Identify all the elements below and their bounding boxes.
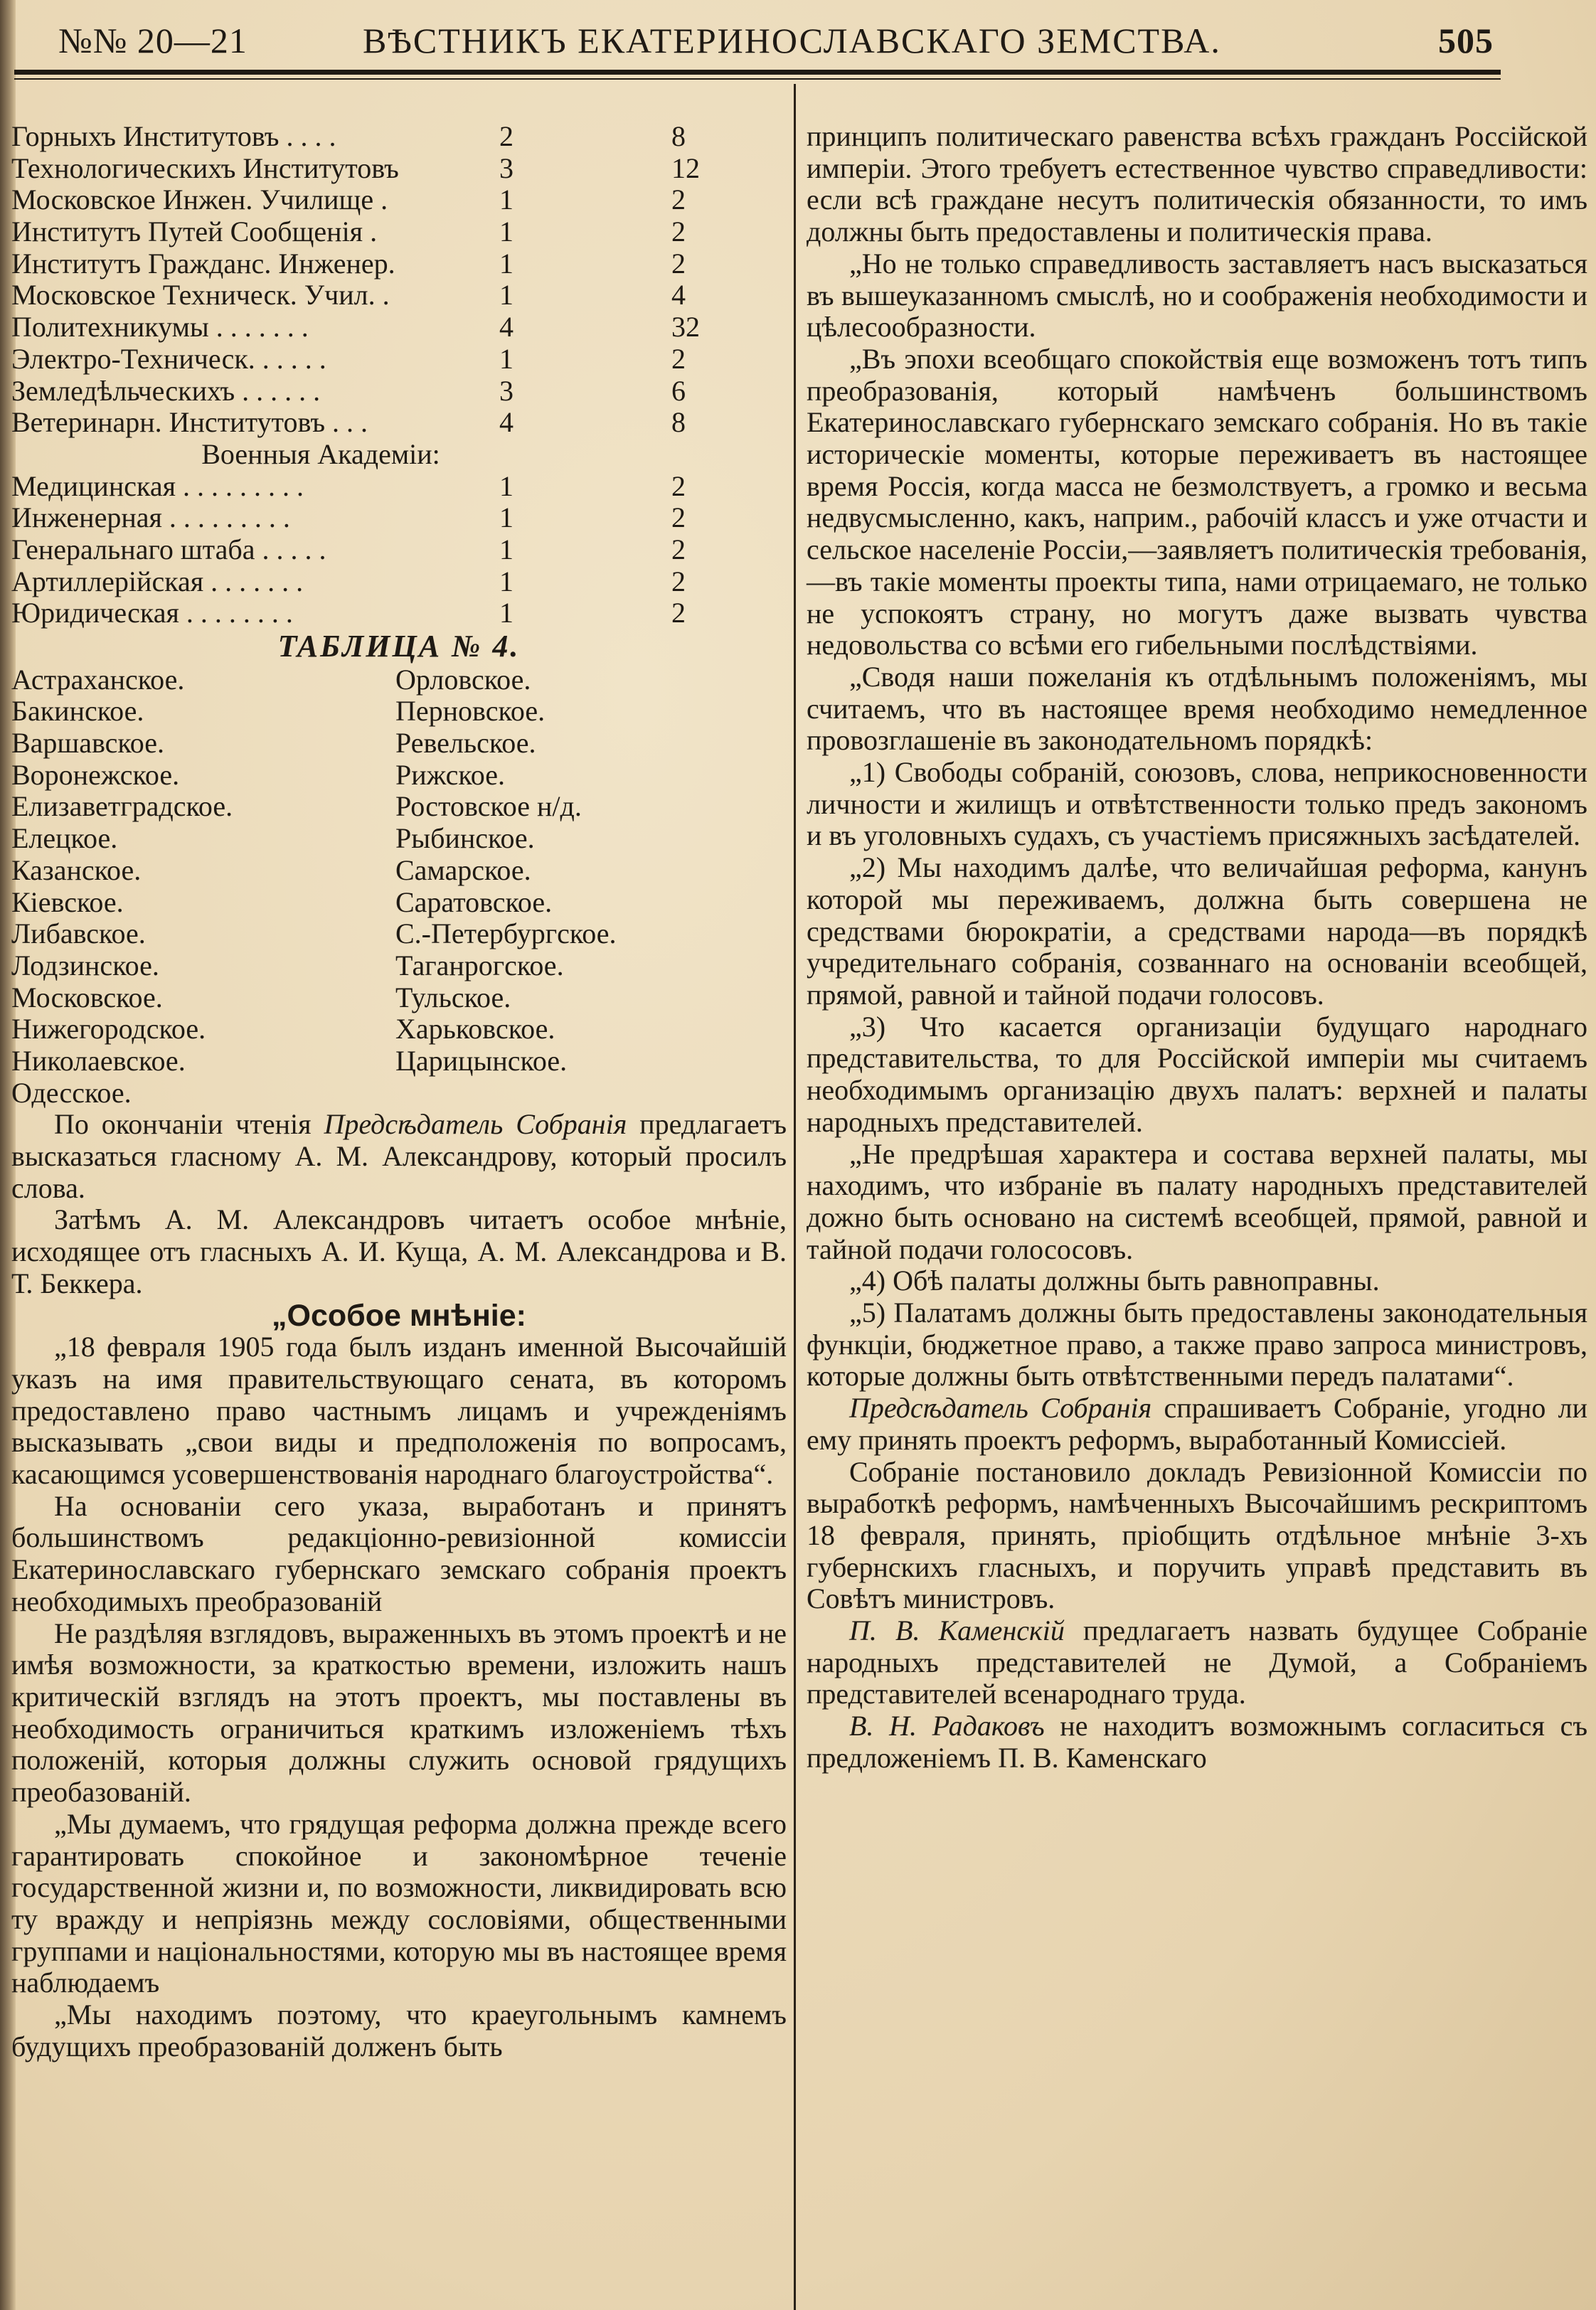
table-cell-b: 2 xyxy=(671,342,686,375)
paragraph: По окончаніи чтенія Предсѣдатель Собранія предлагаетъ высказаться гласному А. М. Александрову, который просилъ слова. xyxy=(11,1108,787,1204)
city-item: Одесское. xyxy=(11,1076,132,1109)
speaker-name: Предсѣдатель Собранія xyxy=(849,1392,1152,1425)
table-cell-name: Юридическая . . . . . . . . xyxy=(11,597,293,629)
table-row xyxy=(11,216,787,248)
table-row xyxy=(11,153,787,185)
city-item: Елецкое. xyxy=(11,822,118,855)
table-row xyxy=(11,566,787,598)
table-cell-name: Ветеринарн. Институтовъ . . . xyxy=(11,406,368,439)
city-item: Николаевское. xyxy=(11,1044,186,1077)
city-item: Харьковское. xyxy=(395,1013,555,1045)
table-cell-b: 2 xyxy=(671,597,686,629)
paragraph: „4) Обѣ палаты должны быть равноправны. xyxy=(849,1265,1380,1297)
table-cell-a: 1 xyxy=(499,533,514,565)
table-cell-a: 1 xyxy=(499,183,514,216)
table-cell-b: 2 xyxy=(671,565,686,597)
table-cell-b: 12 xyxy=(671,151,700,184)
city-item: Бакинское. xyxy=(11,695,144,728)
paragraph: принципъ политическаго равенства всѣхъ гражданъ Россійской имперіи. Этого требуетъ естественное чувство справедливости: если всѣ граждане несутъ политическія обязанности, то имъ должны быть предоставлены и политическія права. xyxy=(807,120,1587,248)
city-item: С.-Петербургское. xyxy=(395,917,617,950)
table-cell-a: 1 xyxy=(499,279,514,312)
table-row xyxy=(11,344,787,376)
header-rule-thin xyxy=(14,78,1501,80)
issue-number: №№ 20—21 xyxy=(58,21,248,60)
table-row xyxy=(11,312,787,344)
table-cell-a: 1 xyxy=(499,469,514,502)
city-item: Воронежское. xyxy=(11,758,180,791)
city-item: Елизаветградское. xyxy=(11,790,233,823)
city-item: Варшавское. xyxy=(11,727,165,760)
paragraph: Не раздѣляя взглядовъ, выраженныхъ въ этомъ проектѣ и не имѣя возможности, за краткостью времени, изложить нашъ критическій взглядъ на этотъ проектъ, мы поставлены въ необходимость ограничиться краткимъ изложеніемъ тѣхъ положеній, которыя должны служить основой грядущихъ преобазованій. xyxy=(11,1617,787,1809)
table-cell-a: 1 xyxy=(499,565,514,597)
table-cell-b: 2 xyxy=(671,501,686,534)
city-item: Либавское. xyxy=(11,917,146,950)
table-cell-b: 8 xyxy=(671,406,686,439)
table-row xyxy=(11,121,787,153)
right-column xyxy=(807,121,1587,1774)
table-row xyxy=(11,407,787,439)
city-item: Кіевское. xyxy=(11,885,124,918)
table-row xyxy=(11,471,787,503)
journal-title: ВѢСТНИКЪ ЕКАТЕРИНОСЛАВСКАГО ЗЕМСТВА. xyxy=(363,21,1221,60)
table-cell-b: 2 xyxy=(671,533,686,565)
table-row xyxy=(11,534,787,566)
table-row xyxy=(11,184,787,216)
table-row xyxy=(11,280,787,312)
paragraph: „18 февраля 1905 года былъ изданъ именной Высочайшій указъ на имя правительствующаго сената, въ которомъ предоставлено право частнымъ лицамъ и учрежденіямъ высказывать „свои виды и предположенія по вопросамъ, касающимся усовершенствованія народнаго благоустройства“. xyxy=(11,1331,787,1491)
military-academies-heading: Военныя Академіи: xyxy=(201,437,440,470)
table-cell-name: Генеральнаго штаба . . . . . xyxy=(11,533,326,565)
paragraph: П. В. Каменскій предлагаетъ назвать будущее Собраніе народныхъ представителей не Думой, а Собраніемъ представителей всенароднаго труда. xyxy=(807,1614,1587,1710)
paragraph: „Но не только справедливость заставляетъ насъ высказаться въ вышеуказанномъ смыслѣ, но и соображенія необходимости и цѣлесообразности. xyxy=(807,247,1587,344)
city-item: Ревельское. xyxy=(395,727,536,760)
table-cell-name: Политехникумы . . . . . . . xyxy=(11,311,309,344)
paragraph: „2) Мы находимъ далѣе, что величайшая реформа, канунъ которой мы переживаемъ, должна быть совершена не средствами бюрократіи, а средствами народа—въ порядкѣ учредительнаго собранія, созваннаго на основаніи всеобщей, прямой, равной и тайной подачи голосовъ. xyxy=(807,851,1587,1011)
city-item: Орловское. xyxy=(395,663,531,696)
table-cell-b: 8 xyxy=(671,120,686,152)
cities-column-1 xyxy=(11,664,395,1109)
city-item: Московское. xyxy=(11,981,163,1013)
city-item: Рижское. xyxy=(395,758,505,791)
table-cell-name: Московское Инжен. Училище . xyxy=(11,183,388,216)
city-item: Таганрогское. xyxy=(395,949,564,981)
table-cell-b: 2 xyxy=(671,183,686,216)
city-item: Лодзинское. xyxy=(11,949,159,981)
page-number: 505 xyxy=(1438,21,1494,60)
paragraph: Предсѣдатель Собранія спрашиваетъ Собраніе, угодно ли ему принять проектъ реформъ, выработанный Комиссіей. xyxy=(807,1392,1588,1456)
table-cell-a: 1 xyxy=(499,501,514,534)
table-row xyxy=(11,248,787,280)
table-cell-name: Институтъ Путей Сообщенія . xyxy=(11,215,378,248)
city-item: Саратовское. xyxy=(395,885,553,918)
table-cell-a: 4 xyxy=(499,406,514,439)
speaker-name: П. В. Каменскій xyxy=(849,1614,1065,1647)
table-cell-b: 6 xyxy=(671,374,686,407)
section-heading: „Особое мнѣніе: xyxy=(272,1298,526,1333)
city-item: Тульское. xyxy=(395,981,511,1013)
table-cell-name: Институтъ Гражданс. Инженер. xyxy=(11,247,395,280)
left-column xyxy=(11,121,787,2062)
cities-table xyxy=(11,664,787,1109)
city-item: Казанское. xyxy=(11,853,142,886)
table-cell-name: Земледѣльческихъ . . . . . . xyxy=(11,374,321,407)
city-item: Самарское. xyxy=(395,853,531,886)
paragraph: „Мы находимъ поэтому, что краеугольнымъ камнемъ будущихъ преобразованій долженъ быть xyxy=(11,1998,787,2062)
table-cell-b: 2 xyxy=(671,215,686,248)
table-cell-a: 3 xyxy=(499,374,514,407)
paragraph: „Не предрѣшая характера и состава верхней палаты, мы находимъ, что избраніе въ палату народныхъ представителей дожно быть основано на системѣ всеобщей, прямой, равной и тайной подачи голососовъ. xyxy=(807,1137,1587,1265)
paragraph: В. Н. Радаковъ не находитъ возможнымъ согласиться съ предложеніемъ П. В. Каменскаго xyxy=(807,1710,1588,1774)
table-cell-a: 3 xyxy=(499,151,514,184)
paragraph: „3) Что касается организаціи будущаго народнаго представительства, то для Россійской имперіи мы считаемъ необходимымъ организацію двухъ палатъ: верхней и палаты народныхъ представителей. xyxy=(807,1010,1587,1138)
column-divider xyxy=(794,84,796,2310)
speaker-name: В. Н. Радаковъ xyxy=(849,1710,1045,1742)
speaker-name: Предсѣдатель Собранія xyxy=(324,1108,627,1141)
table-cell-name: Электро-Техническ. . . . . . xyxy=(11,342,326,375)
paragraph: „Мы думаемъ, что грядущая реформа должна прежде всего гарантировать спокойное и закономѣрное теченіе государственной жизни и, по возможности, ликвидировать всю ту вражду и непріязнь между сословіями, общественными группами и національностями, которую мы въ настоящее время наблюдаемъ xyxy=(11,1807,787,1999)
city-item: Царицынское. xyxy=(395,1044,568,1077)
table-cell-a: 1 xyxy=(499,342,514,375)
city-item: Перновское. xyxy=(395,695,546,728)
paragraph: „Сводя наши пожеланія къ отдѣльнымъ положеніямъ, мы считаемъ, что въ настоящее время необходимо немедленное провозглашеніе въ законодательномъ порядкѣ: xyxy=(807,660,1587,757)
paragraph: На основаніи сего указа, выработанъ и принятъ большинствомъ редакціонно-ревизіонной комиссіи Екатеринославскаго губернскаго земскаго собранія проектъ необходимыхъ преобразованій xyxy=(11,1489,787,1617)
paragraph: Собраніе постановило докладъ Ревизіонной Комиссіи по выработкѣ реформъ, намѣченныхъ Высочайшимъ рескриптомъ 18 февраля, принять, пріобщить отдѣльное мнѣніе 3-хъ губернскихъ гласныхъ, и поручить управѣ представить въ Совѣтъ министровъ. xyxy=(807,1455,1587,1615)
table-cell-b: 2 xyxy=(671,469,686,502)
city-item: Рыбинское. xyxy=(395,822,535,855)
city-item: Астраханское. xyxy=(11,663,185,696)
paragraph: „1) Свободы собраній, союзовъ, слова, неприкосновенности личности и жилищъ и отвѣтственности только предъ закономъ и въ уголовныхъ судахъ, съ участіемъ присяжныхъ засѣдателей. xyxy=(807,756,1587,852)
table-cell-a: 1 xyxy=(499,215,514,248)
table-cell-name: Московское Техническ. Учил. . xyxy=(11,279,390,312)
table-row xyxy=(11,597,787,629)
table-row xyxy=(11,376,787,408)
page-header xyxy=(43,14,1494,64)
header-rule xyxy=(14,70,1501,75)
table-row xyxy=(11,502,787,534)
table-cell-a: 4 xyxy=(499,311,514,344)
table-cell-a: 1 xyxy=(499,247,514,280)
cities-column-2 xyxy=(395,664,787,1109)
paragraph: „5) Палатамъ должны быть предоставлены законодательныя функціи, бюджетное право, а также право запроса министровъ, которые должны быть отвѣтственными передъ палатами“. xyxy=(807,1297,1587,1393)
table-cell-name: Технологическихъ Институтовъ xyxy=(11,151,399,184)
paragraph: „Въ эпохи всеобщаго спокойствія еще возможенъ тотъ типъ преобразованія, который намѣченъ большинствомъ Екатеринославскаго губернскаго земскаго собранія. Но въ такіе историческіе моменты, которые переживаетъ въ настоящее время Россія, когда масса не безмолствуетъ, а громко и весьма недвусмысленно, какъ, наприм., рабочій классъ и уже отчасти и сельское населеніе Россіи,—заявляетъ политическія требованія,—въ такіе моменты проекты типа, нами отрицаемаго, не только не успокоятъ страну, но могутъ даже вызвать чувства недовольства со всѣми его гибельными послѣдствіями. xyxy=(807,342,1587,661)
city-item: Нижегородское. xyxy=(11,1013,206,1045)
table-cell-b: 4 xyxy=(671,279,686,312)
city-item: Ростовское н/д. xyxy=(395,790,582,823)
table-cell-name: Инженерная . . . . . . . . . xyxy=(11,501,290,534)
table-cell-name: Артиллерійская . . . . . . . xyxy=(11,565,304,597)
paragraph: Затѣмъ А. М. Александровъ читаетъ особое мнѣніе, исходящее отъ гласныхъ А. И. Куща, А. М. Александрова и В. Т. Беккера. xyxy=(11,1203,787,1299)
table-cell-name: Медицинская . . . . . . . . . xyxy=(11,469,304,502)
table-cell-b: 2 xyxy=(671,247,686,280)
institutes-table xyxy=(11,121,787,439)
academies-table xyxy=(11,471,787,629)
table-4-title: ТАБЛИЦА № 4. xyxy=(277,629,521,664)
table-cell-name: Горныхъ Институтовъ . . . . xyxy=(11,120,336,152)
table-cell-a: 2 xyxy=(499,120,514,152)
table-cell-b: 32 xyxy=(671,311,700,344)
table-cell-a: 1 xyxy=(499,597,514,629)
